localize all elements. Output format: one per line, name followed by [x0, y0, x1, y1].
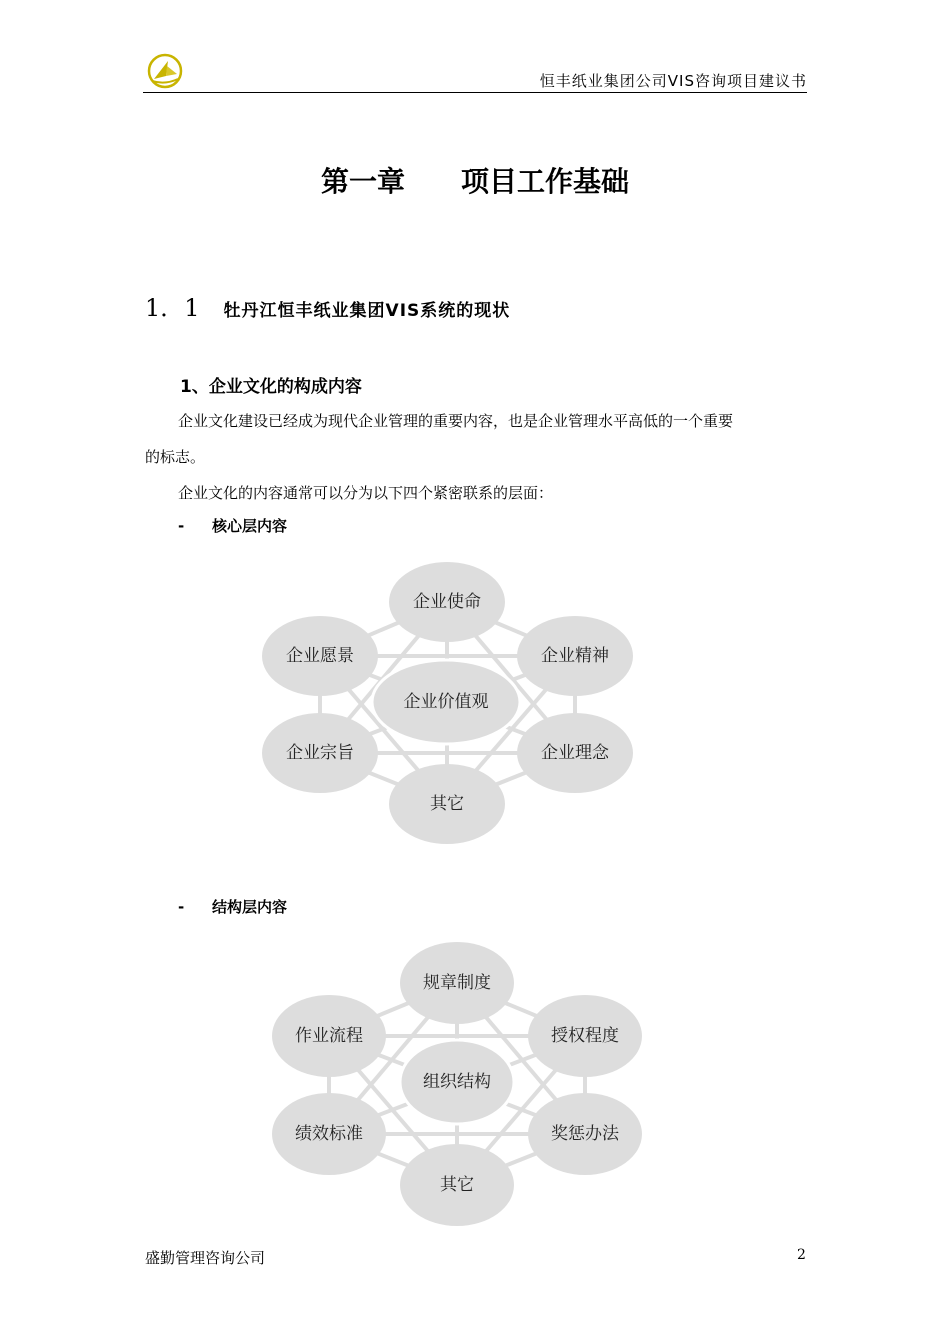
node-label: 企业价值观	[403, 692, 489, 712]
node-label: 企业愿景	[286, 646, 354, 666]
node-label: 授权程度	[551, 1026, 619, 1046]
structure-layer-heading	[178, 896, 287, 917]
section-title: 牡丹江恒丰纸业集团VIS系统的现状	[223, 301, 511, 321]
node-label: 绩效标准	[295, 1124, 363, 1144]
core-layer-heading	[178, 515, 287, 536]
section-number: 1．1	[145, 294, 200, 322]
core-layer-diagram	[0, 555, 950, 850]
header-divider	[143, 92, 807, 93]
dash-marker: -	[178, 898, 185, 916]
structure-layer-diagram	[0, 935, 950, 1235]
sail-logo-icon	[146, 52, 184, 90]
node-label: 企业使命	[413, 592, 481, 612]
node-label: 奖惩办法	[551, 1124, 619, 1144]
node-label: 企业理念	[541, 743, 609, 763]
node-label: 其它	[430, 794, 464, 814]
paragraph-1-line-1: 企业文化建设已经成为现代企业管理的重要内容，也是企业管理水平高低的一个重要	[178, 412, 734, 430]
chapter-title: 第一章 项目工作基础	[320, 165, 629, 198]
node-label: 其它	[440, 1175, 474, 1195]
page-number: 2	[797, 1247, 806, 1263]
paragraph-1-line-2: 的标志。	[145, 448, 206, 466]
node-label: 企业精神	[541, 646, 609, 666]
node-label: 作业流程	[295, 1026, 363, 1046]
core-layer-title: 核心层内容	[212, 517, 288, 535]
node-label: 组织结构	[423, 1072, 491, 1092]
node-label: 企业宗旨	[286, 743, 354, 763]
dash-marker: -	[178, 517, 185, 535]
header-title: 恒丰纸业集团公司VIS咨询项目建议书	[539, 72, 807, 90]
paragraph-2: 企业文化的内容通常可以分为以下四个紧密联系的层面：	[178, 484, 554, 502]
structure-layer-title: 结构层内容	[212, 898, 288, 916]
node-label: 规章制度	[423, 973, 491, 993]
subsection-title: 1、企业文化的构成内容	[180, 377, 362, 397]
section-heading	[145, 288, 510, 323]
footer-company: 盛勤管理咨询公司	[145, 1249, 266, 1267]
